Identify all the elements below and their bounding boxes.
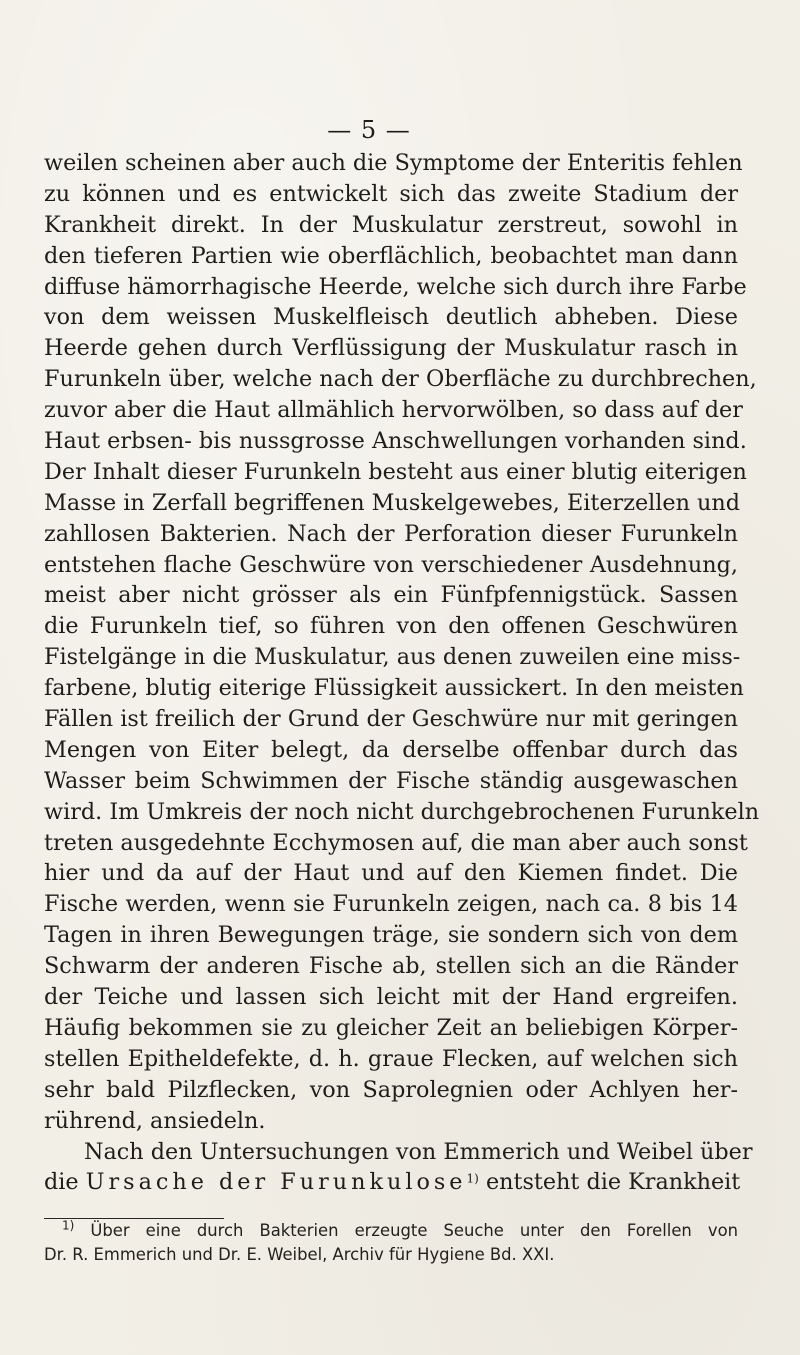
text-line: Furunkeln über, welche nach der Oberfläche zu durchbrechen,	[44, 366, 757, 393]
text-line: Fällen ist freilich der Grund der Geschwüre nur mit geringen	[44, 706, 738, 733]
text-line: Der Inhalt dieser Furunkeln besteht aus einer blutig eiterigen	[44, 458, 747, 485]
text-line: der Teiche und lassen sich leicht mit der Hand ergreifen.	[44, 984, 738, 1011]
text-line: Mengen von Eiter belegt, da derselbe offenbar durch das	[44, 736, 738, 763]
text-line: Haut erbsen- bis nussgrosse Anschwellungen vorhanden sind.	[44, 428, 747, 455]
text-line: hier und da auf der Haut und auf den Kiemen findet. Die	[44, 860, 738, 887]
text-line: treten ausgedehnte Ecchymosen auf, die man aber auch sonst	[44, 829, 748, 856]
text-line: Masse in Zerfall begriffenen Muskelgewebes, Eiterzellen und	[44, 489, 741, 516]
text-line: zu können und es entwickelt sich das zweite Stadium der	[44, 180, 738, 207]
footnote-line	[44, 1219, 738, 1243]
footnote-text: Über eine durch Bakterien erzeugte Seuche unter den Forellen von	[90, 1221, 738, 1240]
body-text	[44, 148, 760, 1198]
text-line: Häufig bekommen sie zu gleicher Zeit an beliebigen Körper-	[44, 1014, 738, 1041]
text-line: wird. Im Umkreis der noch nicht durchgebrochenen Furunkeln	[44, 798, 760, 825]
text-line-paragraph-start: Nach den Untersuchungen von Emmerich und Weibel über	[84, 1138, 753, 1165]
text-line: Wasser beim Schwimmen der Fische ständig ausgewaschen	[44, 767, 738, 794]
text-line: diffuse hämorrhagische Heerde, welche sich durch ihre Farbe	[44, 273, 747, 300]
text-fragment: entsteht die Krankheit	[485, 1169, 741, 1196]
footnote-marker: 1)	[62, 1218, 75, 1233]
text-line: von dem weissen Muskelfleisch deutlich abheben. Diese	[44, 304, 738, 331]
text-line: Schwarm der anderen Fische ab, stellen sich an die Ränder	[44, 953, 738, 980]
text-line: meist aber nicht grösser als ein Fünfpfennigstück. Sassen	[44, 582, 738, 609]
text-line: farbene, blutig eiterige Flüssigkeit aussickert. In den meisten	[44, 675, 744, 702]
text-line: Fistelgänge in die Muskulatur, aus denen zuweilen eine miss-	[44, 644, 741, 671]
text-line: Heerde gehen durch Verflüssigung der Muskulatur rasch in	[44, 335, 738, 362]
text-line: Krankheit direkt. In der Muskulatur zerstreut, sowohl in	[44, 211, 738, 238]
spaced-emphasis-text: Ursache der Furunkulose	[85, 1169, 467, 1196]
text-line: entstehen flache Geschwüre von verschiedener Ausdehnung,	[44, 551, 738, 578]
text-fragment: die	[44, 1169, 79, 1196]
footnote-line: Dr. R. Emmerich und Dr. E. Weibel, Archiv für Hygiene Bd. XXI.	[44, 1245, 555, 1264]
text-line: sehr bald Pilzflecken, von Saprolegnien oder Achlyen her-	[44, 1076, 738, 1103]
footnote	[44, 1219, 738, 1267]
text-line: die Furunkeln tief, so führen von den offenen Geschwüren	[44, 613, 738, 640]
text-line: Fische werden, wenn sie Furunkeln zeigen, nach ca. 8 bis 14	[44, 891, 738, 918]
text-line: stellen Epitheldefekte, d. h. graue Flecken, auf welchen sich	[44, 1045, 738, 1072]
text-line: Tagen in ihren Bewegungen träge, sie sondern sich von dem	[44, 922, 738, 949]
footnote-reference: 1)	[466, 1171, 479, 1186]
text-line-paragraph-end: rührend, ansiedeln.	[44, 1107, 266, 1134]
text-line: weilen scheinen aber auch die Symptome der Enteritis fehlen	[44, 150, 743, 176]
text-line: den tieferen Partien wie oberflächlich, beobachtet man dann	[44, 242, 738, 269]
page-number: — 5 —	[327, 116, 411, 144]
text-line: zahllosen Bakterien. Nach der Perforation dieser Furunkeln	[44, 520, 738, 547]
text-line-with-footnote-ref	[44, 1167, 741, 1198]
text-line: zuvor aber die Haut allmählich hervorwölben, so dass auf der	[44, 397, 743, 424]
